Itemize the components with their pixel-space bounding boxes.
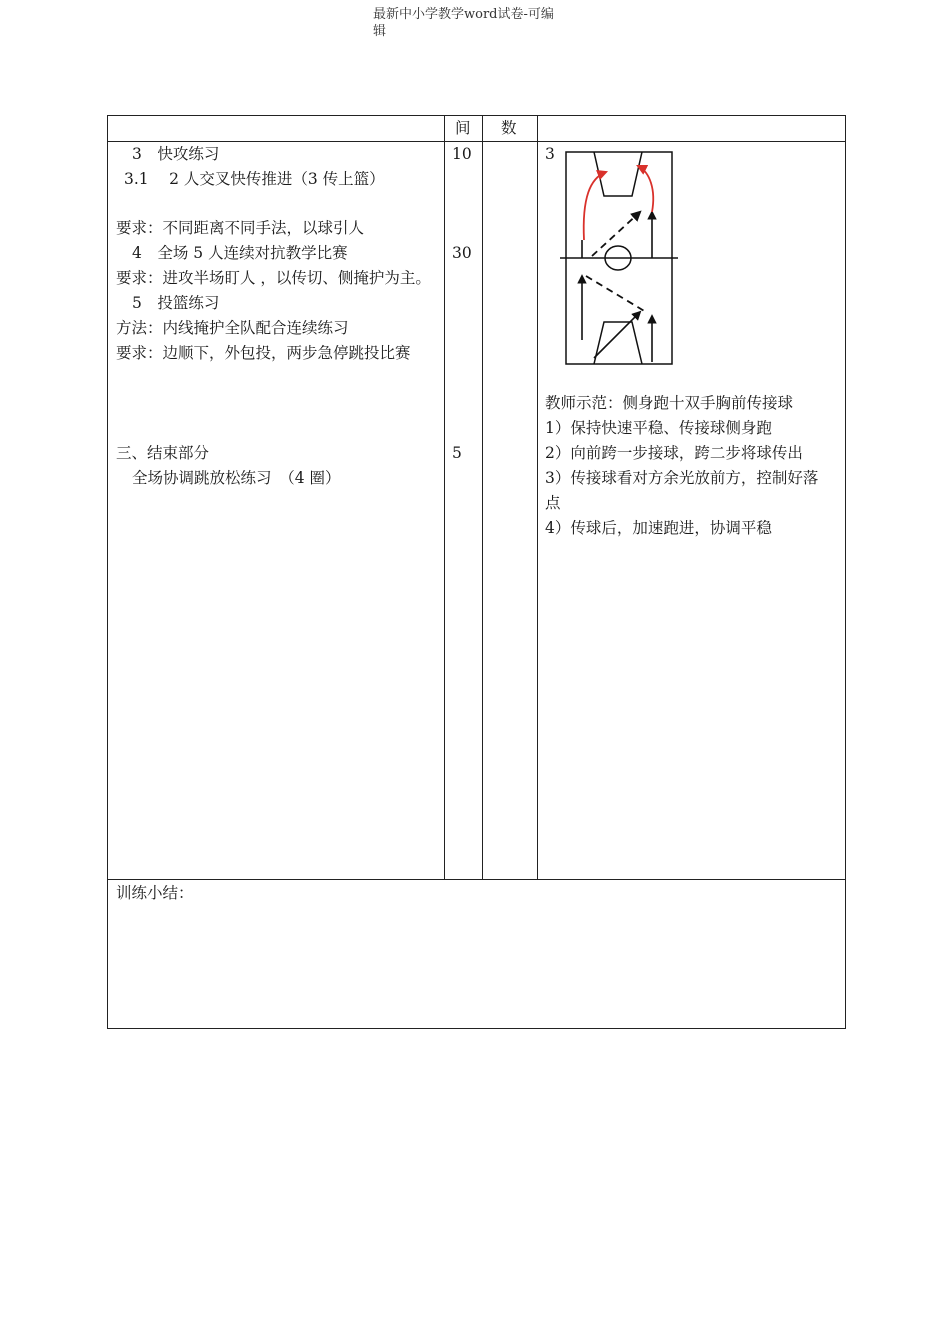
item3-title: 3 快攻练习 xyxy=(132,145,220,163)
court-bottom-key xyxy=(594,322,642,364)
demo-point-1: 1）保持快速平稳、传接球侧身跑 xyxy=(545,419,772,437)
section3-title: 三、结束部分 xyxy=(116,444,210,462)
item5-requirement: 要求：边顺下，外包投，两步急停跳投比赛 xyxy=(116,344,411,362)
column-divider-1 xyxy=(444,115,445,880)
item4-requirement: 要求：进攻半场盯人 ，以传切、侧掩护为主。 xyxy=(116,269,431,287)
time-value-3: 5 xyxy=(452,444,462,462)
item5-title: 5 投篮练习 xyxy=(132,294,220,312)
item31-text: 3.1 2 人交叉快传推进（3 传上篮） xyxy=(124,170,385,188)
layup-path-right xyxy=(638,166,653,212)
time-value-1: 10 xyxy=(452,145,472,163)
time-value-2: 30 xyxy=(452,244,472,262)
demo-point-3: 3）传接球看对方余光放前方，控制好落 xyxy=(545,469,819,487)
item5-method: 方法：内线掩护全队配合连续练习 xyxy=(116,319,349,337)
layup-path-left xyxy=(584,172,606,240)
column-divider-3 xyxy=(537,115,538,880)
summary-label: 训练小结： xyxy=(116,884,194,902)
court-drill-diagram xyxy=(560,148,680,368)
section3-item: 全场协调跳放松练习 （4 圈） xyxy=(132,469,341,487)
header-line-1: 最新中小学教学word试卷-可编 xyxy=(373,7,554,22)
document-header xyxy=(373,6,573,40)
pass-path-1 xyxy=(586,276,646,312)
diagram-number: 3 xyxy=(545,145,555,163)
demo-title: 教师示范：侧身跑十双手胸前传接球 xyxy=(545,394,794,412)
summary-row-divider xyxy=(107,879,846,880)
column-divider-2 xyxy=(482,115,483,880)
header-time: 间 xyxy=(455,119,471,137)
item3-requirement: 要求：不同距离不同手法，以球引人 xyxy=(116,219,365,237)
header-count: 数 xyxy=(501,119,517,137)
pass-path-2 xyxy=(592,212,640,256)
demo-point-2: 2）向前跨一步接球，跨二步将球传出 xyxy=(545,444,803,462)
header-line-2: 辑 xyxy=(373,24,387,39)
demo-point-3-cont: 点 xyxy=(545,494,561,512)
item4-title: 4 全场 5 人连续对抗教学比赛 xyxy=(132,244,348,262)
demo-point-4: 4）传球后，加速跑进，协调平稳 xyxy=(545,519,772,537)
